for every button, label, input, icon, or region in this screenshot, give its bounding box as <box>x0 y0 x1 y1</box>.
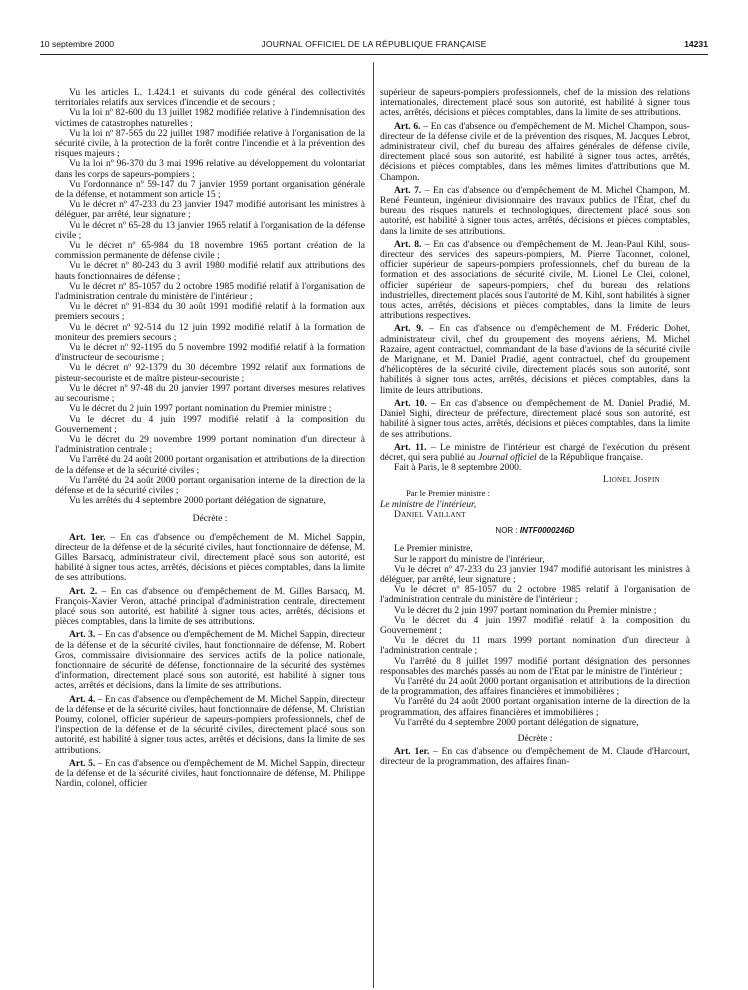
article-7 <box>380 186 690 237</box>
article-8 <box>380 240 690 322</box>
vu-item: Vu la loi nº 87-565 du 22 juillet 1987 modifiée relative à l'organisation de la sécurité civile, à la protection de la forêt contre l'incendie et à la prévention des risques majeurs ; <box>55 127 365 160</box>
vu-item: Vu l'arrêté du 8 juillet 1997 modifié portant désignation des personnes responsables des marchés passés au nom de l'Etat par le ministre de l'intérieur ; <box>380 655 690 677</box>
article-text: – En cas d'absence ou d'empêchement de M. Michel Champon, M. René Feunteun, ingénieur divisionnaire des travaux publics de l'État, chef du bureau des risques naturels et technologiques, directement placé sous son autorité, est habilité à signer tous actes, arrêtés, décisions et pièces comptables, dans la limite de ses attributions. <box>380 184 690 237</box>
article-text: – En cas d'absence ou d'empêchement de M. Daniel Pradié, M. Daniel Sighi, directeur de préfecture, directement placé sous son autorité, est habilité à signer tous actes, arrêtés, décisions et pièces comptables, dans la limite de ses attributions. <box>380 397 690 440</box>
minister-title: Le ministre de l'intérieur, <box>380 498 477 510</box>
nor-label: NOR : <box>495 526 520 536</box>
minister-name: Daniel Vaillant <box>394 508 466 520</box>
article-2 <box>55 587 365 628</box>
article-text: – En cas d'absence ou d'empêchement de M. Michel Sappin, directeur de la défense et de la sécurité civiles, haut fonctionnaire de défense, M. Robert Gros, commissaire divisionnaire des services actifs de la police nationale, fonctionnaire de sécurité de défense, fonctionnaire de la sécurité des systèmes d'information, directement placé sous son autorité, est habilité à signer tous actes, arrêtés et décisions, dans la limite de ses attributions. <box>55 629 365 692</box>
header-date: 10 septembre 2000 <box>40 39 115 49</box>
vu-item: Vu la loi nº 82-600 du 13 juillet 1982 modifiée relative à l'indemnisation des victimes de catastrophes naturelles ; <box>55 107 365 129</box>
article-4 <box>55 695 365 756</box>
vu-item: Vu le décret nº 92-514 du 12 juin 1992 modifié relatif à la formation de moniteur des premiers secours ; <box>55 321 365 343</box>
signatory-name: Lionel Jospin <box>602 474 660 486</box>
column-divider <box>373 62 374 988</box>
vu-item: Vu le décret nº 91-834 du 30 août 1991 modifié relatif à la formation aux premiers secours ; <box>55 301 365 323</box>
right-column <box>380 88 690 768</box>
vu-item: Vu le décret du 4 juin 1997 modifié relatif à la composition du Gouvernement ; <box>380 614 690 636</box>
article-9 <box>380 324 690 395</box>
vu-item: Vu le décret nº 65-28 du 13 janvier 1965 relatif à l'organisation de la défense civile ; <box>55 219 365 241</box>
article-number: Art. 8. <box>394 238 422 250</box>
article-text: – En cas d'absence ou d'empêchement de M. Gilles Barsacq, M. François-Xavier Veron, attaché principal d'administration centrale, directement placé sous son autorité, est habilité à signer tous actes, arrêtés, décisions et pièces comptables, dans la limite de ses attributions. <box>55 585 365 628</box>
article-number: Art. 3. <box>69 629 96 641</box>
vu-item: Vu le décret nº 85-1057 du 2 octobre 1985 relatif à l'organisation de l'administration centrale du ministère de l'intérieur ; <box>380 584 690 606</box>
article-5-continuation: supérieur de sapeurs-pompiers professionnels, chef de la mission des relations internationales, directement placé sous son autorité, est habilité à signer tous actes, arrêtés, décisions et pièces comptables, dans la limite de ses attributions. <box>380 87 690 119</box>
article-number: Art. 5. <box>69 757 96 769</box>
article-1-second-decree <box>380 747 690 767</box>
vu-item: Vu le décret nº 92-1195 du 5 novembre 1992 modifié relatif à la formation d'instructeur de secourisme ; <box>55 342 365 364</box>
page-header <box>40 39 708 53</box>
header-rule <box>40 54 708 55</box>
vu-item: Sur le rapport du ministre de l'intérieur, <box>394 553 545 565</box>
article-number: Art. 1er. <box>394 746 430 758</box>
vu-item: Vu l'arrêté du 24 août 2000 portant organisation et attributions de la direction de la programmation, des affaires financières et immobilières ; <box>380 675 690 698</box>
article-5 <box>55 759 365 790</box>
article-3 <box>55 630 365 691</box>
article-text: – En cas d'absence ou d'empêchement de M. Claude d'Harcourt, directeur de la programmation, des affaires finan- <box>380 746 690 768</box>
article-number: Art. 9. <box>394 323 424 335</box>
article-text: – Le ministre de l'intérieur est chargé de l'exécution du présent décret, qui sera publié au <box>380 441 690 463</box>
article-number: Art. 11. <box>394 441 427 453</box>
article-number: Art. 10. <box>394 397 427 409</box>
article-text: – En cas d'absence ou d'empêchement de M. Jean-Paul Kihl, sous-directeur des services des sapeurs-pompiers, M. Pierre Taconnet, colonel, officier supérieur de sapeurs-pompiers professionnels, chef du bureau de la formation et des associations de sécurité civile, M. Lionel Le Clei, colonel, officier supérieur de sapeurs-pompiers, chef du bureau des relations industrielles, directement placés sous l'autorité de M. Kihl, sont habilités à signer tous actes, arrêtés, décisions et pièces comptables, dans la limite de leurs attributions respectives. <box>380 238 690 322</box>
article-text: – En cas d'absence ou d'empêchement de M. Fréderic Dohet, administrateur civil, chef du groupement des moyens aériens, M. Michel Razaire, agent contractuel, commandant de la base d'avions de la sécurité civile de Marignane, et M. Daniel Pradié, agent contractuel, chef du groupement d'hélicoptères de la sécurité civile, directement placés sous son autorité, sont habilités à signer tous actes, arrêtés, décisions et pièces comptables, dans la limite de leurs attributions. <box>380 323 691 396</box>
article-number: Art. 6. <box>394 120 421 132</box>
decrete-heading: Décrète : <box>517 732 553 744</box>
premier-ministre-line: Le Premier ministre, <box>394 543 473 555</box>
article-text: – En cas d'absence ou d'empêchement de M. Michel Sappin, directeur de la défense et de la sécurité civiles, haut fonctionnaire de défense, M. Philippe Nardin, colonel, officier <box>55 757 365 790</box>
par-le-premier-ministre: Par le Premier ministre : <box>406 487 491 498</box>
vu-item: Vu le décret du 11 mars 1999 portant nomination d'un directeur à l'administration centrale ; <box>380 635 690 657</box>
vu-item: Vu les arrêtés du 4 septembre 2000 portant délégation de signature, <box>69 495 326 507</box>
article-text: – En cas d'absence ou d'empêchement de M. Michel Sappin, directeur de la défense et de la sécurité civiles, haut fonctionnaire de défense, M. Gilles Barsacq, administrateur civil, directement placé sous son autorité, est habilité à signer tous actes, arrêtés, décisions et pièces comptables, dans la limite de ses attributions. <box>55 531 366 584</box>
vu-item: Vu le décret nº 97-48 du 20 janvier 1997 portant diverses mesures relatives au secourisme ; <box>55 382 365 405</box>
article-11 <box>380 443 690 463</box>
vu-item: Vu le décret du 29 novembre 1999 portant nomination d'un directeur à l'administration centrale ; <box>55 433 365 456</box>
vu-item: Vu les articles L. 1.424.1 et suivants du code général des collectivités territoriales relatifs aux services d'incendie et de secours ; <box>55 87 365 109</box>
article-number: Art. 4. <box>69 693 96 705</box>
vu-item: Vu l'ordonnance nº 59-147 du 7 janvier 1959 portant organisation générale de la défense, et notamment son article 15 ; <box>55 178 365 201</box>
article-text: – En cas d'absence ou d'empêchement de M. Michel Sappin, directeur de la défense et de la sécurité civiles, haut fonctionnaire de défense, M. Christian Poumy, colonel, officier supérieur de sapeurs-pompiers professionnels, chef de l'inspection de la défense et de la sécurité civiles, directement placé sous son autorité, est habilité à signer tous actes, arrêtés et décisions, dans la limite de ses attributions. <box>55 693 365 756</box>
vu-item: Vu l'arrêté du 24 août 2000 portant organisation interne de la direction de la défense et de la sécurité civiles ; <box>55 474 365 496</box>
vu-item: Vu le décret nº 80-243 du 3 avril 1980 modifié relatif aux attributions des hauts fonctionnaires de défense ; <box>55 260 365 282</box>
article-number: Art. 1er. <box>69 531 106 543</box>
vu-item: Vu le décret du 2 juin 1997 portant nomination du Premier ministre ; <box>69 403 332 415</box>
article-number: Art. 2. <box>69 585 98 597</box>
vu-item: Vu le décret nº 47-233 du 23 janvier 1947 modifié autorisant les ministres à déléguer, par arrêté, leur signature ; <box>380 563 690 585</box>
article-1 <box>55 533 365 584</box>
vu-item: Vu le décret nº 85-1057 du 2 octobre 1985 modifié relatif à l'organisation de l'administration centrale du ministère de l'intérieur ; <box>55 280 365 303</box>
vu-item: Vu l'arrêté du 24 août 2000 portant organisation interne de la direction de la programmation, des affaires financières et immobilières ; <box>380 696 690 718</box>
vu-item: Vu la loi nº 96-370 du 3 mai 1996 relative au développement du volontariat dans les corps de sapeurs-pompiers ; <box>55 158 365 180</box>
article-6 <box>380 122 690 183</box>
article-10 <box>380 399 690 440</box>
vu-item: Vu le décret nº 65-984 du 18 novembre 1965 portant création de la commission permanente de défense civile ; <box>55 240 365 262</box>
article-text: – En cas d'absence ou d'empêchement de M. Michel Champon, sous-directeur de la défense civile et de la prévention des risques, M. Jacques Lebrot, administrateur civil, chef du bureau des affaires générales de défense civile, directement placé sous son autorité, est habilité à signer tous actes, arrêtés, décisions et pièces comptables, dans les mêmes limites d'attributions que M. Champon. <box>380 120 690 183</box>
vu-item: Vu l'arrêté du 4 septembre 2000 portant délégation de signature, <box>394 716 639 728</box>
decrete-heading: Décrète : <box>192 513 228 525</box>
vu-item: Vu le décret du 4 juin 1997 modifié relatif à la composition du Gouvernement ; <box>55 413 365 435</box>
journal-officiel-ref: Journal officiel <box>478 451 537 463</box>
vu-item: Vu le décret du 2 juin 1997 portant nomination du Premier ministre ; <box>394 604 657 616</box>
article-number: Art. 7. <box>394 184 422 196</box>
vu-item: Vu l'arrêté du 24 août 2000 portant organisation et attributions de la direction de la défense et de la sécurité civiles ; <box>55 454 365 476</box>
left-column <box>55 88 365 789</box>
nor-reference <box>380 526 690 536</box>
vu-item: Vu le décret nº 47-233 du 23 janvier 1947 modifié autorisant les ministres à déléguer, par arrêté, leur signature ; <box>55 199 365 221</box>
header-page-number: 14231 <box>684 39 708 49</box>
nor-code: INTF0000246D <box>519 526 575 536</box>
fait-line: Fait à Paris, le 8 septembre 2000. <box>394 462 522 474</box>
article-text: de la République française. <box>536 451 644 463</box>
header-title: JOURNAL OFFICIEL DE LA RÉPUBLIQUE FRANÇAISE <box>261 39 487 49</box>
vu-item: Vu le décret nº 92-1379 du 30 décembre 1992 relatif aux formations de pisteur-secouriste et de maître pisteur-secouriste ; <box>55 362 365 384</box>
